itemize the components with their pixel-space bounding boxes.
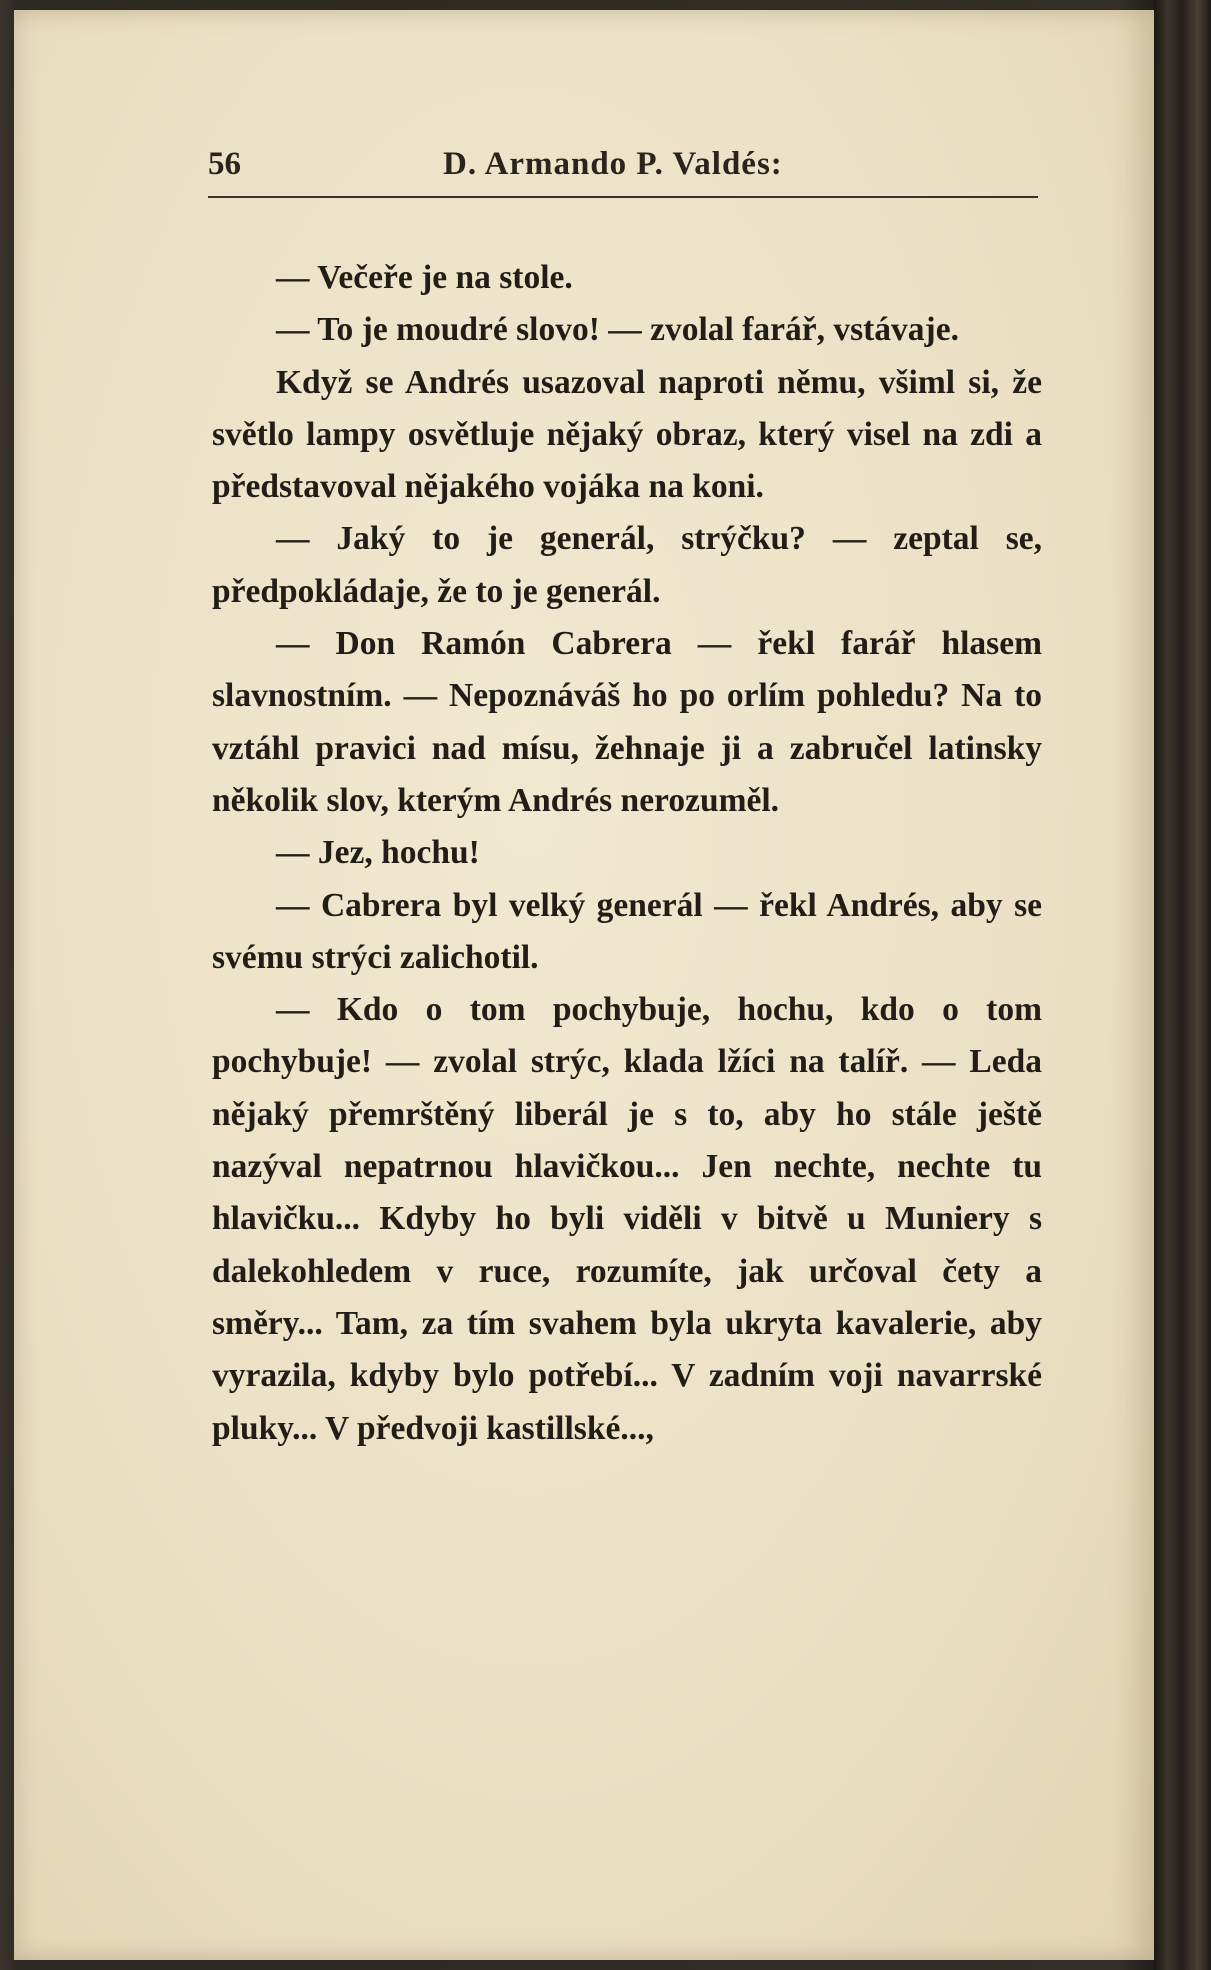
paragraph: — Jez, hochu! — [276, 834, 480, 872]
body-text — [212, 252, 1042, 1455]
running-head: D. Armando P. Valdés: — [443, 146, 783, 182]
paragraph: — Večeře je na stole. — [276, 259, 573, 296]
page-header — [208, 146, 1038, 192]
paragraph: — Jaký to je generál, strýčku? — zeptal se, předpokládaje, že to je generál. — [212, 520, 1042, 610]
header-rule — [208, 196, 1038, 198]
paragraph: — Kdo o tom pochybuje, hochu, kdo o tom pochybuje! — zvolal strýc, klada lžíci na talíř. — Leda nějaký přemrštěný liberál je s to, aby ho stále ještě nazýval nepatrnou hlavičkou... Jen nechte, nechte tu hlavičku... Kdyby ho byli viděli v bitvě u Muniery s dalekohledem v ruce, rozumíte, jak určoval čety a směry... Tam, za tím svahem byla ukryta kavalerie, aby vyrazila, kdyby bylo potřebí... V zadním voji navarrské pluky... V předvoji kastillské..., — [212, 991, 1042, 1447]
paragraph: Když se Andrés usazoval naproti němu, všiml si, že světlo lampy osvětluje nějaký obraz, který visel na zdi a představoval nějakého vojáka na koni. — [212, 363, 1042, 506]
page-number: 56 — [208, 146, 241, 182]
book-spine-edge — [1154, 0, 1211, 1970]
paragraph: — Cabrera byl velký generál — řekl Andrés, aby se svému strýci zalichotil. — [212, 886, 1042, 976]
paragraph: — Don Ramón Cabrera — řekl farář hlasem slavnostním. — Nepoznáváš ho po orlím pohledu? Na to vztáhl pravici nad mísu, žehnaje ji a zabručel latinsky několik slov, kterým Andrés nerozuměl. — [212, 625, 1042, 819]
paragraph: — To je moudré slovo! — zvolal farář, vstávaje. — [276, 311, 959, 349]
